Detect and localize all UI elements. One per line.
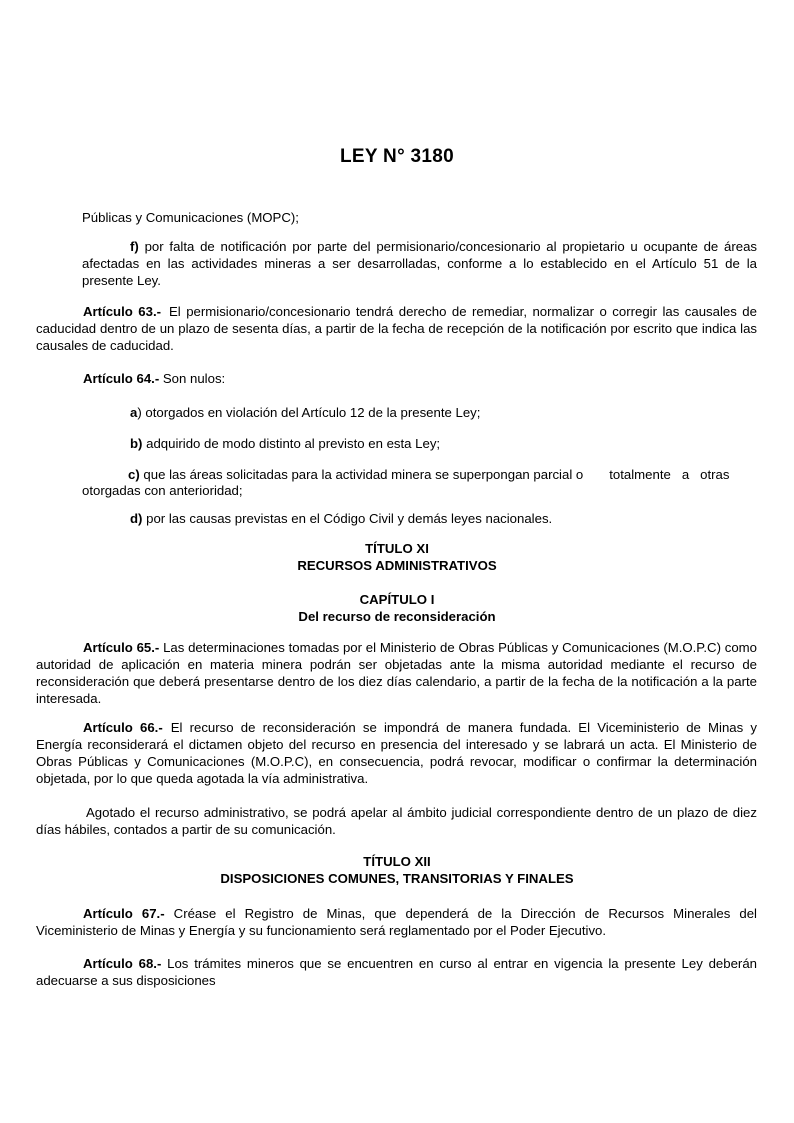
item-a-text: ) otorgados en violación del Artículo 12 de la presente Ley; bbox=[137, 405, 481, 420]
item-b-letter: b) bbox=[130, 436, 143, 451]
article-63 bbox=[36, 303, 757, 354]
article-68-label: Artículo 68.- bbox=[83, 956, 162, 971]
item-d-text: por las causas previstas en el Código Civil y demás leyes nacionales. bbox=[142, 511, 553, 526]
article-66-text: El recurso de reconsideración se impondrá de manera fundada. El Viceministerio de Minas y Energía reconsiderará el dictamen objeto del recurso en presencia del interesado y se labrará un acta. El Ministerio de Obras Públicas y Comunicaciones (M.O.P.C), en consecuencia, podrá revocar, modificar o confirmar la determinación objetada, por lo que queda agotada la vía administrativa. bbox=[36, 720, 757, 786]
paragraph-continuation: Públicas y Comunicaciones (MOPC); bbox=[82, 210, 299, 225]
article-68-text: Los trámites mineros que se encuentren en curso al entrar en vigencia la presente Ley deberán adecuarse a sus disposiciones bbox=[36, 956, 757, 988]
article-66 bbox=[36, 719, 757, 787]
page-title: LEY N° 3180 bbox=[339, 146, 455, 167]
article-67 bbox=[36, 905, 757, 939]
article-64-label: Artículo 64.- bbox=[83, 371, 160, 386]
article-63-text: El permisionario/concesionario tendrá derecho de remediar, normalizar o corregir las causales de caducidad dentro de un plazo de sesenta días, a partir de la fecha de recepción de la notificación por escrito que indica las causales de caducidad. bbox=[36, 304, 757, 353]
titulo-xi-heading: TÍTULO XI bbox=[365, 541, 429, 556]
titulo-xi-subheading: RECURSOS ADMINISTRATIVOS bbox=[297, 558, 497, 573]
item-d bbox=[130, 510, 757, 527]
article-68 bbox=[36, 955, 757, 989]
item-f-text: por falta de notificación por parte del permisionario/concesionario al propietario u ocupante de áreas afectadas en las actividades mineras a ser desarrolladas, conforme a lo establecido en el Artículo 51 de la presente Ley. bbox=[82, 239, 757, 288]
capitulo-i-subheading: Del recurso de reconsideración bbox=[298, 609, 496, 624]
item-c-letter: c) bbox=[128, 467, 140, 482]
article-64 bbox=[36, 370, 757, 387]
article-66-label: Artículo 66.- bbox=[83, 720, 163, 735]
item-a-letter: a bbox=[130, 405, 138, 420]
article-63-label: Artículo 63.- bbox=[83, 304, 162, 319]
titulo-xii-heading: TÍTULO XII bbox=[363, 854, 431, 869]
article-65-text: Las determinaciones tomadas por el Ministerio de Obras Públicas y Comunicaciones (M.O.P.C) como autoridad de aplicación en materia minera podrán ser objetadas ante la misma autoridad mediante el recurso de reconsideración que deberá presentarse dentro de los diez días calendario, a partir de la fecha de la notificación a la parte interesada. bbox=[36, 640, 757, 706]
item-a bbox=[130, 404, 757, 421]
item-c bbox=[128, 466, 757, 483]
titulo-xii-subheading: DISPOSICIONES COMUNES, TRANSITORIAS Y FINALES bbox=[220, 871, 574, 886]
item-b-text: adquirido de modo distinto al previsto en esta Ley; bbox=[142, 436, 441, 451]
article-65 bbox=[36, 639, 757, 707]
capitulo-i-heading: CAPÍTULO I bbox=[359, 592, 435, 607]
item-b bbox=[130, 435, 757, 452]
item-c-text: que las áreas solicitadas para la actividad minera se superpongan parcial o bbox=[139, 467, 584, 482]
article-67-label: Artículo 67.- bbox=[83, 906, 165, 921]
item-f bbox=[82, 238, 757, 289]
item-d-letter: d) bbox=[130, 511, 143, 526]
item-f-letter: f) bbox=[130, 239, 139, 254]
paragraph-agotado: Agotado el recurso administrativo, se podrá apelar al ámbito judicial correspondiente dentro de un plazo de diez días hábiles, contados a partir de su comunicación. bbox=[36, 805, 757, 837]
item-c-continued: otorgadas con anterioridad; bbox=[82, 483, 243, 498]
item-c-text-2: totalmente a otras bbox=[609, 467, 730, 482]
article-64-text: Son nulos: bbox=[159, 371, 226, 386]
article-67-text: Créase el Registro de Minas, que dependerá de la Dirección de Recursos Minerales del Viceministerio de Minas y Energía y su funcionamiento será reglamentado por el Poder Ejecutivo. bbox=[36, 906, 757, 938]
article-65-label: Artículo 65.- bbox=[83, 640, 160, 655]
